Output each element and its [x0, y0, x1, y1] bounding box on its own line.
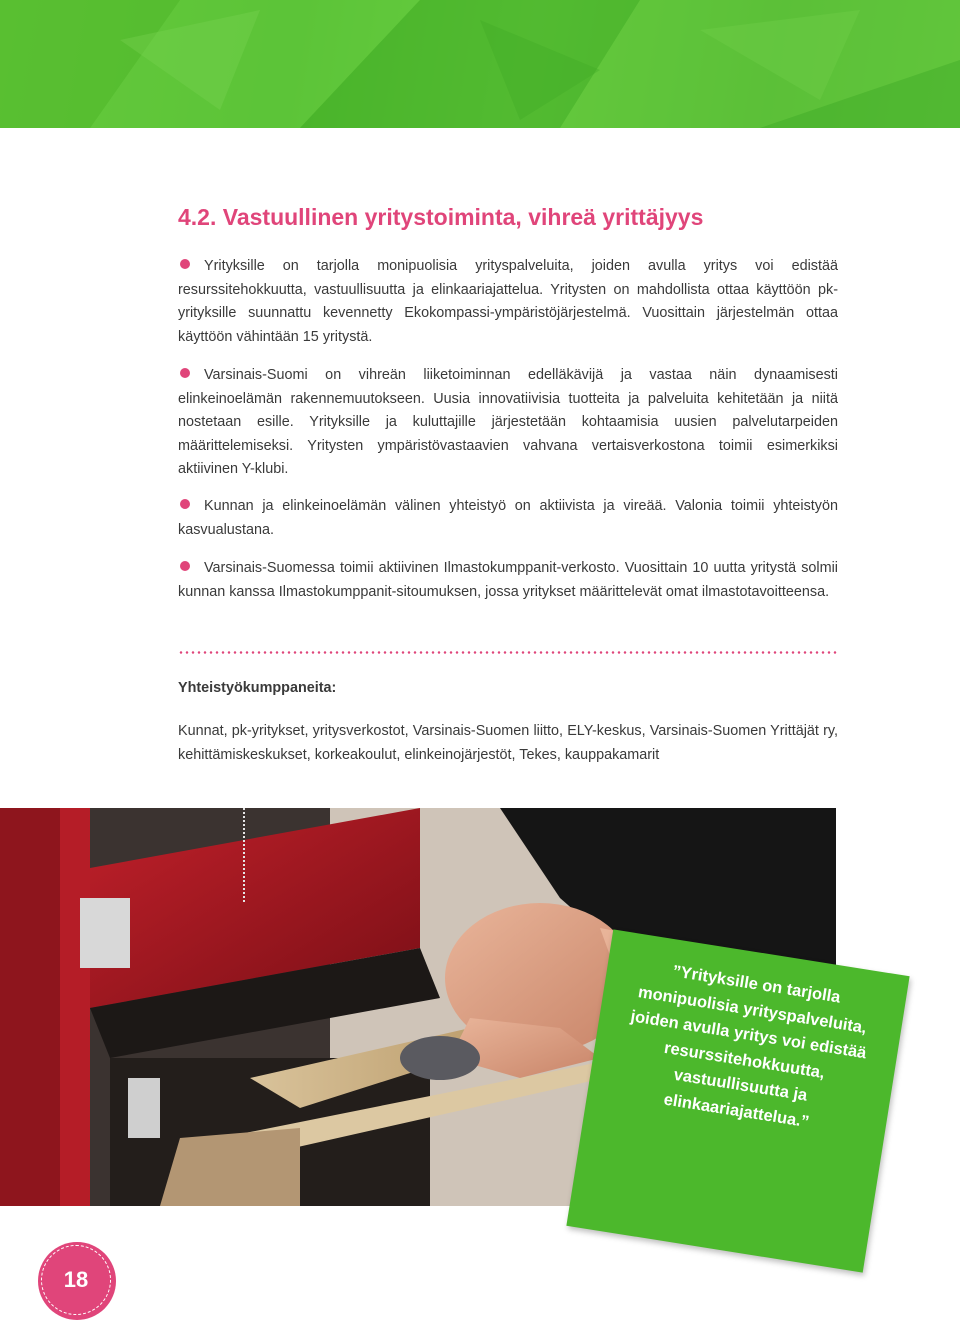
bullet-dot-icon: [180, 259, 190, 269]
bullet-paragraph-1: [178, 255, 838, 349]
page-number-badge: [38, 1242, 116, 1320]
bullet-text-2: Varsinais-Suomi on vihreän liiketoiminnan edelläkävijä ja vastaa näin dynaamisesti elinkeinoelämän rakennemuutokseen. Uusia innovatiivisia tuotteita ja palveluita kehitetään ja niitä nostetaan esille. Yrityksille ja kuluttajille järjestetään kohtaamisia uusien palvelutarpeiden määrittelemiseksi. Yritysten ympäristövastaavien vahvana vertaisverkostona toimii esimerkiksi aktiivinen Y-klubi.: [178, 367, 838, 477]
bullet-paragraph-2: [178, 364, 838, 482]
pull-quote-text: ”Yrityksille on tarjolla monipuolisia yrityspalveluita, joiden avulla yritys voi edistää resurssitehokkuutta, vastuullisuutta ja elinkaariajattelua.”: [629, 962, 868, 1131]
section-heading: 4.2. Vastuullinen yritystoiminta, vihreä yrittäjyys: [178, 204, 704, 230]
bullet-text-3: Kunnan ja elinkeinoelämän välinen yhteistyö on aktiivista ja vireää. Valonia toimii yhteistyön kasvualustana.: [178, 498, 838, 538]
bullet-text-1: Yrityksille on tarjolla monipuolisia yrityspalveluita, joiden avulla yritys voi edistää resurssitehokkuutta, vastuullisuutta ja elinkaariajattelua. Yritysten on mahdollista ottaa käyttöön pk-yrityksille suunnattu kevennetty Ekokompassi-ympäristöjärjestelmä. Vuosittain järjestelmän ottaa käyttöön vähintään 15 yritystä.: [178, 258, 838, 345]
bullet-dot-icon: [180, 368, 190, 378]
partners-title: Yhteistyökumppaneita:: [178, 680, 337, 696]
bullet-paragraph-4: [178, 557, 838, 604]
bullet-dot-icon: [180, 561, 190, 571]
top-green-banner: [0, 0, 960, 128]
partners-text: Kunnat, pk-yritykset, yritysverkostot, Varsinais-Suomen liitto, ELY-keskus, Varsinais-Suomen Yrittäjät ry, kehittämiskeskukset, korkeakoulut, elinkeinojärjestöt, Tekes, kauppakamarit: [178, 723, 838, 763]
pull-quote-box: [566, 929, 909, 1272]
page-number: 18: [41, 1245, 111, 1315]
dotted-divider: [178, 651, 838, 654]
bullet-dot-icon: [180, 499, 190, 509]
banner-polygon-pattern: [0, 0, 960, 128]
bullet-text-4: Varsinais-Suomessa toimii aktiivinen Ilmastokumppanit-verkosto. Vuosittain 10 uutta yritystä solmii kunnan kanssa Ilmastokumppanit-sitoumuksen, jossa yritykset määrittelevät omat ilmastotavoitteensa.: [178, 560, 838, 600]
bullet-paragraph-3: [178, 495, 838, 542]
